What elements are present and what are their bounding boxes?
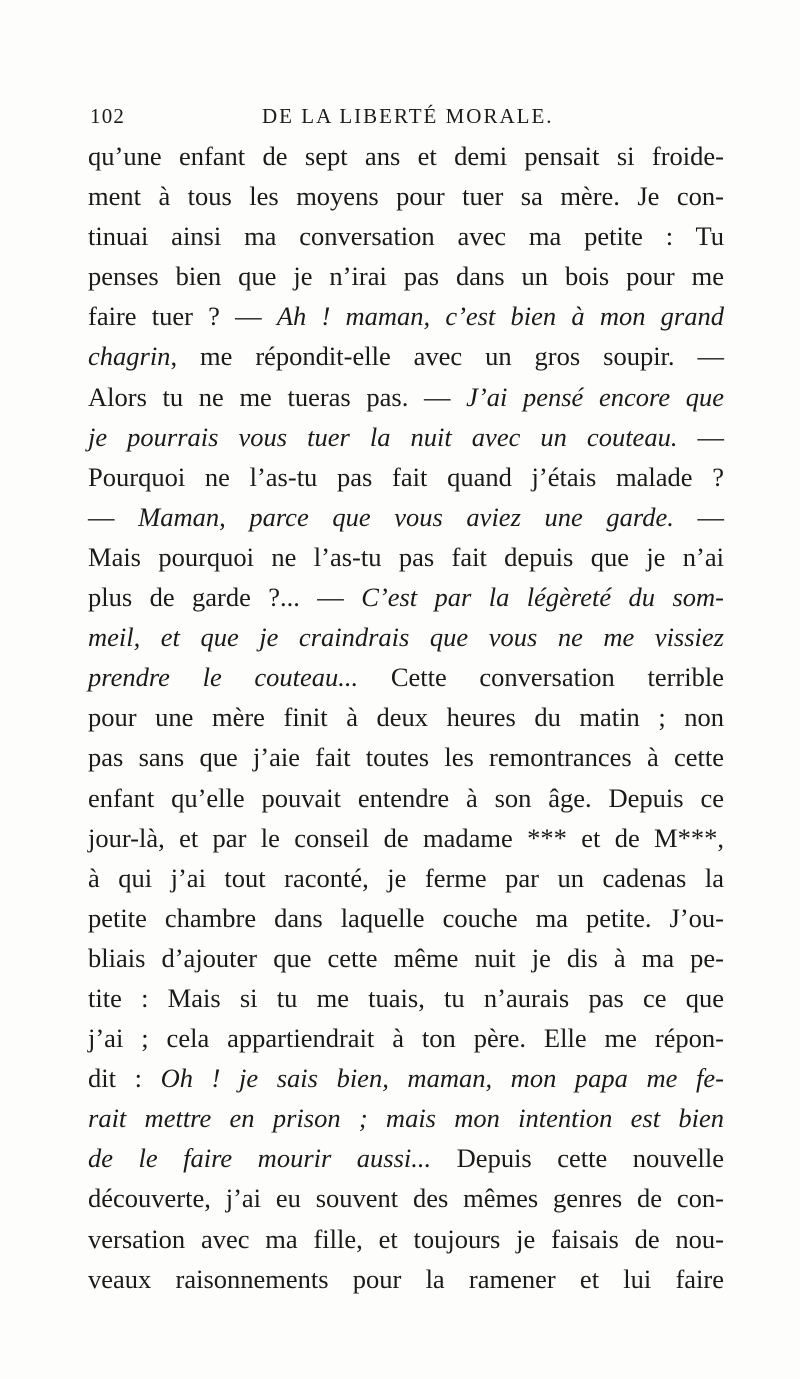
text-segment: enfant qu’elle pouvait entendre à son âge. Depuis ce xyxy=(88,782,724,813)
italic-text-segment: Ah ! maman, c’est bien à mon grand xyxy=(276,301,724,332)
text-line xyxy=(88,657,724,697)
running-head xyxy=(90,104,722,134)
italic-text-segment: Oh ! je sais bien, maman, mon papa me fe- xyxy=(160,1063,724,1094)
text-line xyxy=(88,818,724,858)
text-line xyxy=(88,858,724,898)
text-line xyxy=(88,336,724,376)
text-line xyxy=(88,417,724,457)
text-segment: découverte, j’ai eu souvent des mêmes genres de con- xyxy=(88,1183,724,1214)
text-line xyxy=(88,617,724,657)
text-segment: pour une mère finit à deux heures du matin ; non xyxy=(88,702,724,733)
text-line xyxy=(88,1178,724,1218)
italic-text-segment: rait mettre en prison ; mais mon intention est bien xyxy=(88,1103,724,1134)
text-line xyxy=(88,1058,724,1098)
text-line xyxy=(88,377,724,417)
text-segment: plus de garde ?... — xyxy=(88,582,362,613)
text-segment: pas sans que j’aie fait toutes les remontrances à cette xyxy=(88,742,724,773)
text-line xyxy=(88,176,724,216)
text-segment: bliais d’ajouter que cette même nuit je dis à ma pe- xyxy=(88,942,724,973)
text-segment: dit : xyxy=(88,1063,161,1094)
italic-text-segment: de le faire mourir aussi... xyxy=(88,1143,432,1174)
italic-text-segment: je pourrais vous tuer la nuit avec un couteau. xyxy=(88,421,678,452)
text-line xyxy=(88,577,724,617)
text-segment: Depuis cette nouvelle xyxy=(431,1143,724,1174)
text-segment: — xyxy=(88,501,139,532)
text-line xyxy=(88,1098,724,1138)
text-line xyxy=(88,1138,724,1178)
text-segment: Pourquoi ne l’as-tu pas fait quand j’étais malade ? xyxy=(88,461,724,492)
text-segment: tinuai ainsi ma conversation avec ma petite : Tu xyxy=(88,221,724,252)
body-text xyxy=(88,136,724,1299)
text-segment: , me répondit-elle avec un gros soupir. — xyxy=(170,341,724,372)
text-segment: petite chambre dans laquelle couche ma petite. J’ou- xyxy=(88,902,724,933)
italic-text-segment: prendre le couteau... xyxy=(88,662,359,693)
text-segment: veaux raisonnements pour la ramener et lui faire xyxy=(88,1263,724,1294)
text-line xyxy=(88,1219,724,1259)
text-line xyxy=(88,457,724,497)
italic-text-segment: meil, et que je craindrais que vous ne me vissiez xyxy=(88,622,724,653)
text-segment: — xyxy=(677,421,724,452)
text-segment: j’ai ; cela appartiendrait à ton père. Elle me répon- xyxy=(88,1023,724,1054)
text-segment: Mais pourquoi ne l’as-tu pas fait depuis que je n’ai xyxy=(88,541,724,572)
text-segment: ment à tous les moyens pour tuer sa mère. Je con- xyxy=(88,181,724,212)
text-line xyxy=(88,1018,724,1058)
text-line xyxy=(88,737,724,777)
text-line xyxy=(88,497,724,537)
text-segment: versation avec ma fille, et toujours je faisais de nou- xyxy=(88,1223,724,1254)
text-line xyxy=(88,537,724,577)
text-segment: tite : Mais si tu me tuais, tu n’aurais pas ce que xyxy=(88,982,724,1013)
text-segment: à qui j’ai tout raconté, je ferme par un cadenas la xyxy=(88,862,724,893)
text-line xyxy=(88,216,724,256)
text-line xyxy=(88,778,724,818)
text-segment: qu’une enfant de sept ans et demi pensait si froide- xyxy=(88,141,724,171)
text-line xyxy=(88,296,724,336)
italic-text-segment: C’est par la légèreté du som- xyxy=(361,582,724,613)
text-line xyxy=(88,938,724,978)
italic-text-segment: chagrin xyxy=(88,341,171,372)
text-segment: faire tuer ? — xyxy=(88,301,277,332)
running-title: DE LA LIBERTÉ MORALE. xyxy=(262,104,554,128)
text-segment: jour-là, et par le conseil de madame *** et de M***, xyxy=(88,822,724,853)
text-segment: Cette conversation terrible xyxy=(358,662,724,693)
page-number: 102 xyxy=(90,104,126,128)
text-line xyxy=(88,136,724,176)
text-segment: — xyxy=(673,501,725,532)
text-line xyxy=(88,256,724,296)
text-line xyxy=(88,898,724,938)
italic-text-segment: J’ai pensé encore que xyxy=(466,381,724,412)
text-line xyxy=(88,697,724,737)
text-segment: Alors tu ne me tueras pas. — xyxy=(88,381,467,412)
text-line xyxy=(88,1259,724,1299)
text-segment: penses bien que je n’irai pas dans un bois pour me xyxy=(88,261,724,292)
text-line xyxy=(88,978,724,1018)
italic-text-segment: Maman, parce que vous aviez une garde. xyxy=(138,501,674,532)
